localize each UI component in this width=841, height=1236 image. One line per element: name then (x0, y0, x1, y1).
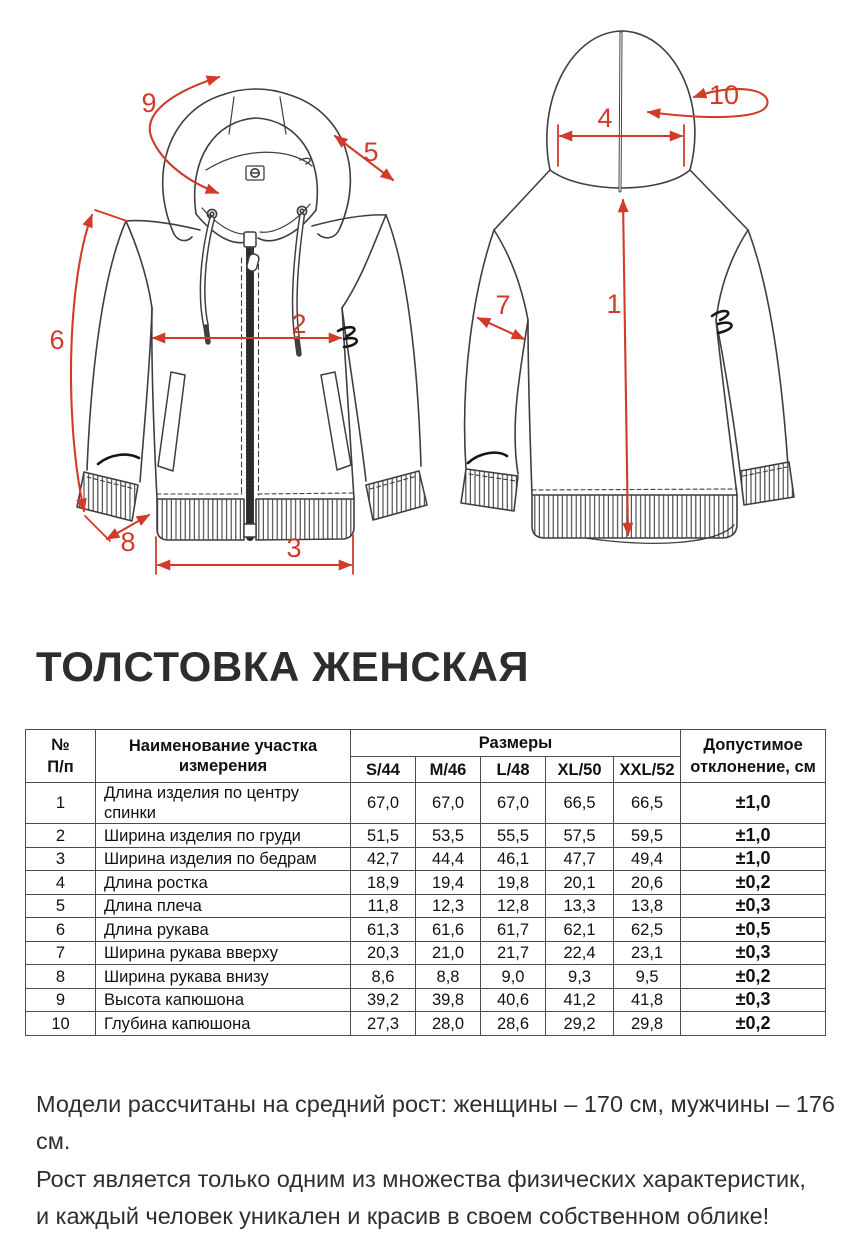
measure-label-1: 1 (606, 289, 622, 319)
size-value-cell: 12,3 (416, 894, 481, 918)
measure-label-6: 6 (49, 325, 65, 355)
size-value-cell: 29,8 (614, 1012, 681, 1036)
size-value-cell: 61,6 (416, 918, 481, 942)
size-value-cell: 46,1 (481, 847, 546, 871)
measurement-name-cell: Длина изделия по центру спинки (96, 783, 351, 824)
size-value-cell: 27,3 (351, 1012, 416, 1036)
back-right-cuff (740, 462, 794, 505)
tolerance-cell: ±0,5 (681, 918, 826, 942)
size-value-cell: 66,5 (546, 783, 614, 824)
size-value-cell: 21,7 (481, 941, 546, 965)
dimension-arrow-1 (623, 200, 628, 535)
table-row (26, 1012, 826, 1036)
back-left-cuff (461, 469, 518, 511)
fabric-fold-mark (712, 311, 732, 333)
measurement-name-cell: Ширина изделия по груди (96, 824, 351, 848)
header-no-line1: № (51, 735, 70, 754)
tolerance-cell: ±0,2 (681, 871, 826, 895)
size-column-header: XXL/52 (614, 757, 681, 783)
measure-label-9: 9 (141, 88, 157, 118)
row-number-cell: 1 (26, 783, 96, 824)
tolerance-cell: ±1,0 (681, 824, 826, 848)
measurement-name-cell: Ширина рукава внизу (96, 965, 351, 989)
measure-label-3: 3 (286, 533, 302, 563)
size-value-cell: 19,8 (481, 871, 546, 895)
size-column-header: S/44 (351, 757, 416, 783)
zipper-slider (244, 232, 256, 247)
row-number-cell: 6 (26, 918, 96, 942)
row-number-cell: 3 (26, 847, 96, 871)
size-value-cell: 51,5 (351, 824, 416, 848)
footer-note (36, 1086, 841, 1236)
size-value-cell: 13,8 (614, 894, 681, 918)
size-value-cell: 12,8 (481, 894, 546, 918)
col-header-tolerance (681, 730, 826, 783)
measurement-name-cell: Глубина капюшона (96, 1012, 351, 1036)
size-value-cell: 40,6 (481, 988, 546, 1012)
front-hood-outline (163, 89, 351, 238)
footer-line: Модели рассчитаны на средний рост: женщины – 170 см, мужчины – 176 см. (36, 1090, 835, 1155)
row-number-cell: 2 (26, 824, 96, 848)
header-tolerance-line1: Допустимое (703, 735, 803, 754)
size-value-cell: 55,5 (481, 824, 546, 848)
footer-line: и каждый человек уникален и красив в своем собственном облике! (36, 1203, 770, 1230)
row-number-cell: 8 (26, 965, 96, 989)
zipper-stop (244, 524, 256, 537)
size-value-cell: 42,7 (351, 847, 416, 871)
size-value-cell: 41,8 (614, 988, 681, 1012)
size-value-cell: 21,0 (416, 941, 481, 965)
dimension-arrow-6 (71, 215, 92, 511)
table-row (26, 871, 826, 895)
welt-pocket-left (158, 372, 185, 471)
tolerance-cell: ±0,3 (681, 988, 826, 1012)
size-value-cell: 66,5 (614, 783, 681, 824)
dimension-arrow-9 (150, 77, 219, 193)
tolerance-cell: ±0,2 (681, 965, 826, 989)
header-no-line2: П/п (47, 758, 74, 777)
front-right-cuff (366, 471, 427, 520)
size-value-cell: 49,4 (614, 847, 681, 871)
row-number-cell: 9 (26, 988, 96, 1012)
table-row (26, 783, 826, 824)
measure-label-10: 10 (708, 80, 740, 110)
header-tolerance-line2: отклонение, см (690, 758, 816, 777)
size-value-cell: 13,3 (546, 894, 614, 918)
size-value-cell: 22,4 (546, 941, 614, 965)
size-value-cell: 18,9 (351, 871, 416, 895)
size-value-cell: 62,1 (546, 918, 614, 942)
size-value-cell: 47,7 (546, 847, 614, 871)
size-table (25, 729, 826, 1036)
size-value-cell: 44,4 (416, 847, 481, 871)
size-value-cell: 59,5 (614, 824, 681, 848)
size-value-cell: 39,2 (351, 988, 416, 1012)
row-number-cell: 10 (26, 1012, 96, 1036)
size-value-cell: 20,3 (351, 941, 416, 965)
footer-line: Рост является только одним из множества физических характеристик, (36, 1165, 806, 1192)
table-row (26, 918, 826, 942)
size-value-cell: 19,4 (416, 871, 481, 895)
row-number-cell: 7 (26, 941, 96, 965)
size-value-cell: 62,5 (614, 918, 681, 942)
table-row (26, 847, 826, 871)
size-value-cell: 41,2 (546, 988, 614, 1012)
size-value-cell: 23,1 (614, 941, 681, 965)
size-value-cell: 67,0 (481, 783, 546, 824)
size-value-cell: 61,7 (481, 918, 546, 942)
row-number-cell: 4 (26, 871, 96, 895)
size-value-cell: 61,3 (351, 918, 416, 942)
size-table-body (26, 783, 826, 1036)
measurement-name-cell: Высота капюшона (96, 988, 351, 1012)
product-size-sheet (0, 8, 841, 1230)
size-value-cell: 8,6 (351, 965, 416, 989)
tolerance-cell: ±1,0 (681, 783, 826, 824)
size-value-cell: 28,6 (481, 1012, 546, 1036)
measurement-name-cell: Длина рукава (96, 918, 351, 942)
measure-label-5: 5 (363, 137, 379, 167)
size-value-cell: 9,5 (614, 965, 681, 989)
row-number-cell: 5 (26, 894, 96, 918)
measurement-name-cell: Длина ростка (96, 871, 351, 895)
size-value-cell: 20,6 (614, 871, 681, 895)
measure-label-8: 8 (120, 527, 136, 557)
col-header-measurement-name: Наименование участка измерения (96, 730, 351, 783)
tolerance-cell: ±1,0 (681, 847, 826, 871)
table-row (26, 824, 826, 848)
measure-label-7: 7 (495, 290, 511, 320)
measure-label-2: 2 (291, 309, 307, 339)
table-row (26, 988, 826, 1012)
measurement-name-cell: Ширина рукава вверху (96, 941, 351, 965)
table-row (26, 965, 826, 989)
tolerance-cell: ±0,2 (681, 1012, 826, 1036)
size-value-cell: 39,8 (416, 988, 481, 1012)
size-column-header: M/46 (416, 757, 481, 783)
col-header-sizes: Размеры (351, 730, 681, 757)
size-column-header: XL/50 (546, 757, 614, 783)
size-value-cell: 11,8 (351, 894, 416, 918)
tolerance-cell: ±0,3 (681, 941, 826, 965)
size-value-cell: 57,5 (546, 824, 614, 848)
hoodie-technical-drawing (0, 8, 841, 593)
measurement-name-cell: Длина плеча (96, 894, 351, 918)
measurement-name-cell: Ширина изделия по бедрам (96, 847, 351, 871)
size-value-cell: 67,0 (416, 783, 481, 824)
tolerance-cell: ±0,3 (681, 894, 826, 918)
size-value-cell: 8,8 (416, 965, 481, 989)
table-row (26, 894, 826, 918)
front-hem-band (157, 499, 244, 540)
size-value-cell: 53,5 (416, 824, 481, 848)
table-row (26, 941, 826, 965)
size-value-cell: 28,0 (416, 1012, 481, 1036)
dimension-arrow-7 (478, 318, 524, 339)
size-value-cell: 20,1 (546, 871, 614, 895)
back-hem-band (532, 495, 737, 538)
size-value-cell: 9,0 (481, 965, 546, 989)
size-value-cell: 29,2 (546, 1012, 614, 1036)
front-left-cuff (77, 472, 138, 521)
size-column-header: L/48 (481, 757, 546, 783)
size-value-cell: 67,0 (351, 783, 416, 824)
size-value-cell: 9,3 (546, 965, 614, 989)
col-header-row-number (26, 730, 96, 783)
measure-label-4: 4 (597, 103, 613, 133)
page-title: ТОЛСТОВКА ЖЕНСКАЯ (36, 643, 530, 690)
